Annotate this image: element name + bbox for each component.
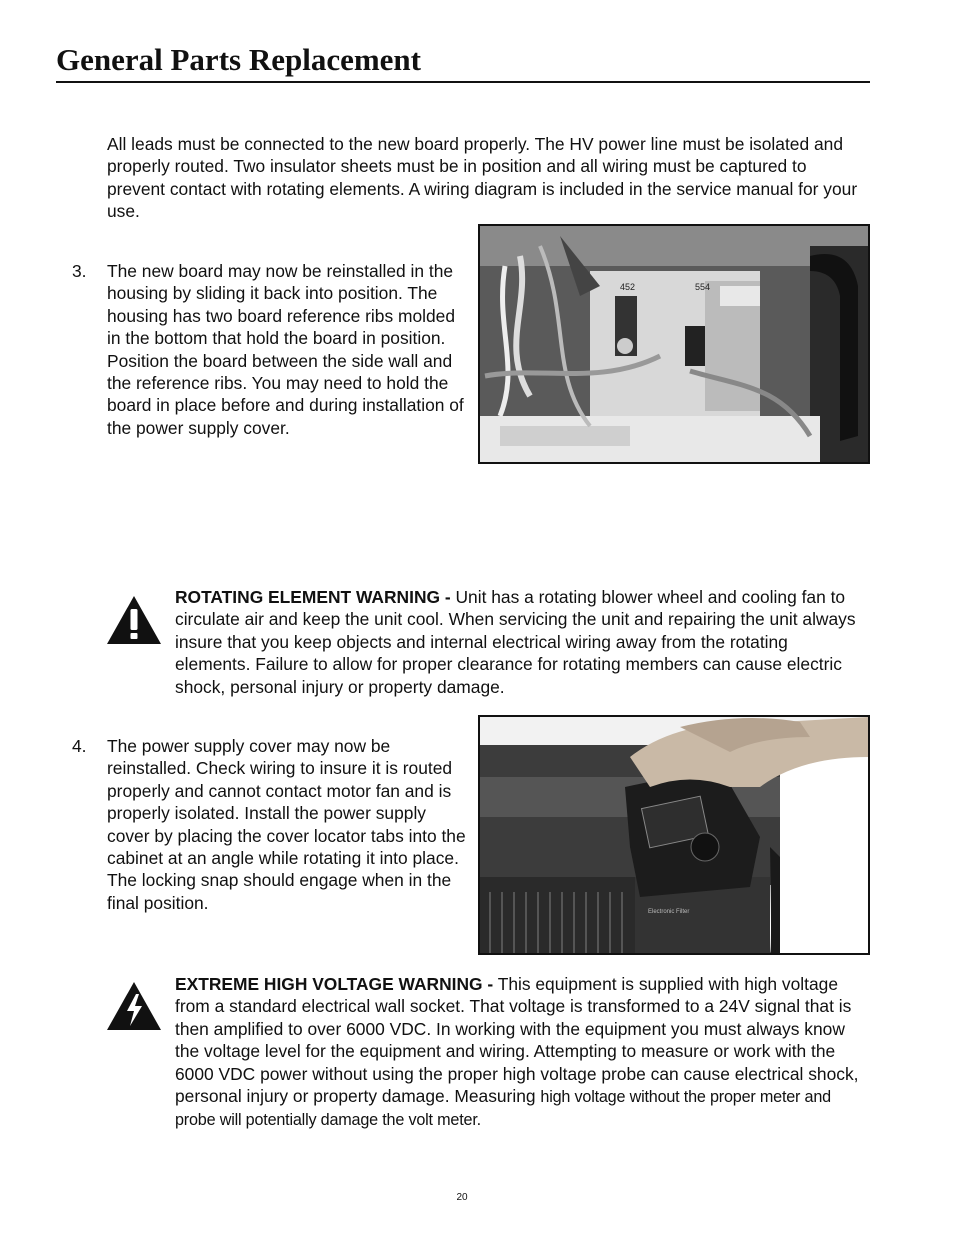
title-divider xyxy=(56,81,870,83)
power-supply-cover-photo xyxy=(478,715,870,955)
high-voltage-warning-body-end: high voltage without the proper meter and probe will potentially damage the volt meter. xyxy=(175,1088,831,1130)
board-label-452: 452 xyxy=(620,282,636,292)
board-label-554: 554 xyxy=(695,282,711,292)
circuit-board-photo xyxy=(478,224,870,464)
rotating-warning-body: Unit has a rotating blower wheel and cooling fan to circulate air and keep the unit cool. When servicing the unit and repairing the unit always insure that you keep objects and internal electrical wiring away from the rotating elements. Failure to allow for proper clearance for rotating members can cause electric shock, personal injury or property damage. xyxy=(175,587,856,697)
rotating-warning-text xyxy=(175,586,865,698)
step-4-text: The power supply cover may now be reinstalled. Check wiring to insure it is routed properly and cannot contact motor fan and is properly isolated. Install the power supply cover by placing the cover locator tabs into the cabinet at an angle while rotating it into place. The locking snap should engage when in the final position. xyxy=(107,736,466,913)
high-voltage-warning-icon xyxy=(106,980,162,1032)
step-3-text: The new board may now be reinstalled in the housing by sliding it back into position. The housing has two board reference ribs molded in the bottom that hold the board in position. Position the board between the side wall and the reference ribs. You may need to hold the board in place before and during installation of the power supply cover. xyxy=(107,261,464,438)
step-4-number: 4. xyxy=(72,736,87,756)
cover-label: Electronic Filter xyxy=(648,909,690,915)
high-voltage-warning-body: This equipment is supplied with high voltage from a standard electrical wall socket. That voltage is transformed to a 24V signal that is then amplified to over 6000 VDC. In working with the equipment you must always know the voltage level for the equipment and wiring. Attempting to measure or work with the 6000 VDC power without using the proper high voltage probe can cause electrical shock, personal injury or property damage. Measuring xyxy=(175,974,859,1107)
page-number: 20 xyxy=(456,1192,468,1203)
high-voltage-warning-text xyxy=(175,973,865,1132)
step-3-number: 3. xyxy=(72,261,87,281)
intro-paragraph: All leads must be connected to the new board properly. The HV power line must be isolated and properly routed. Two insulator sheets must be in position and all wiring must be captured to prevent contact with rotating elements. A wiring diagram is included in the service manual for your use. xyxy=(107,134,858,222)
rotating-warning-icon xyxy=(106,594,162,646)
page-title: General Parts Replacement xyxy=(56,42,421,77)
high-voltage-warning-heading: EXTREME HIGH VOLTAGE WARNING - xyxy=(175,974,494,994)
rotating-warning-heading: ROTATING ELEMENT WARNING - xyxy=(175,587,451,607)
